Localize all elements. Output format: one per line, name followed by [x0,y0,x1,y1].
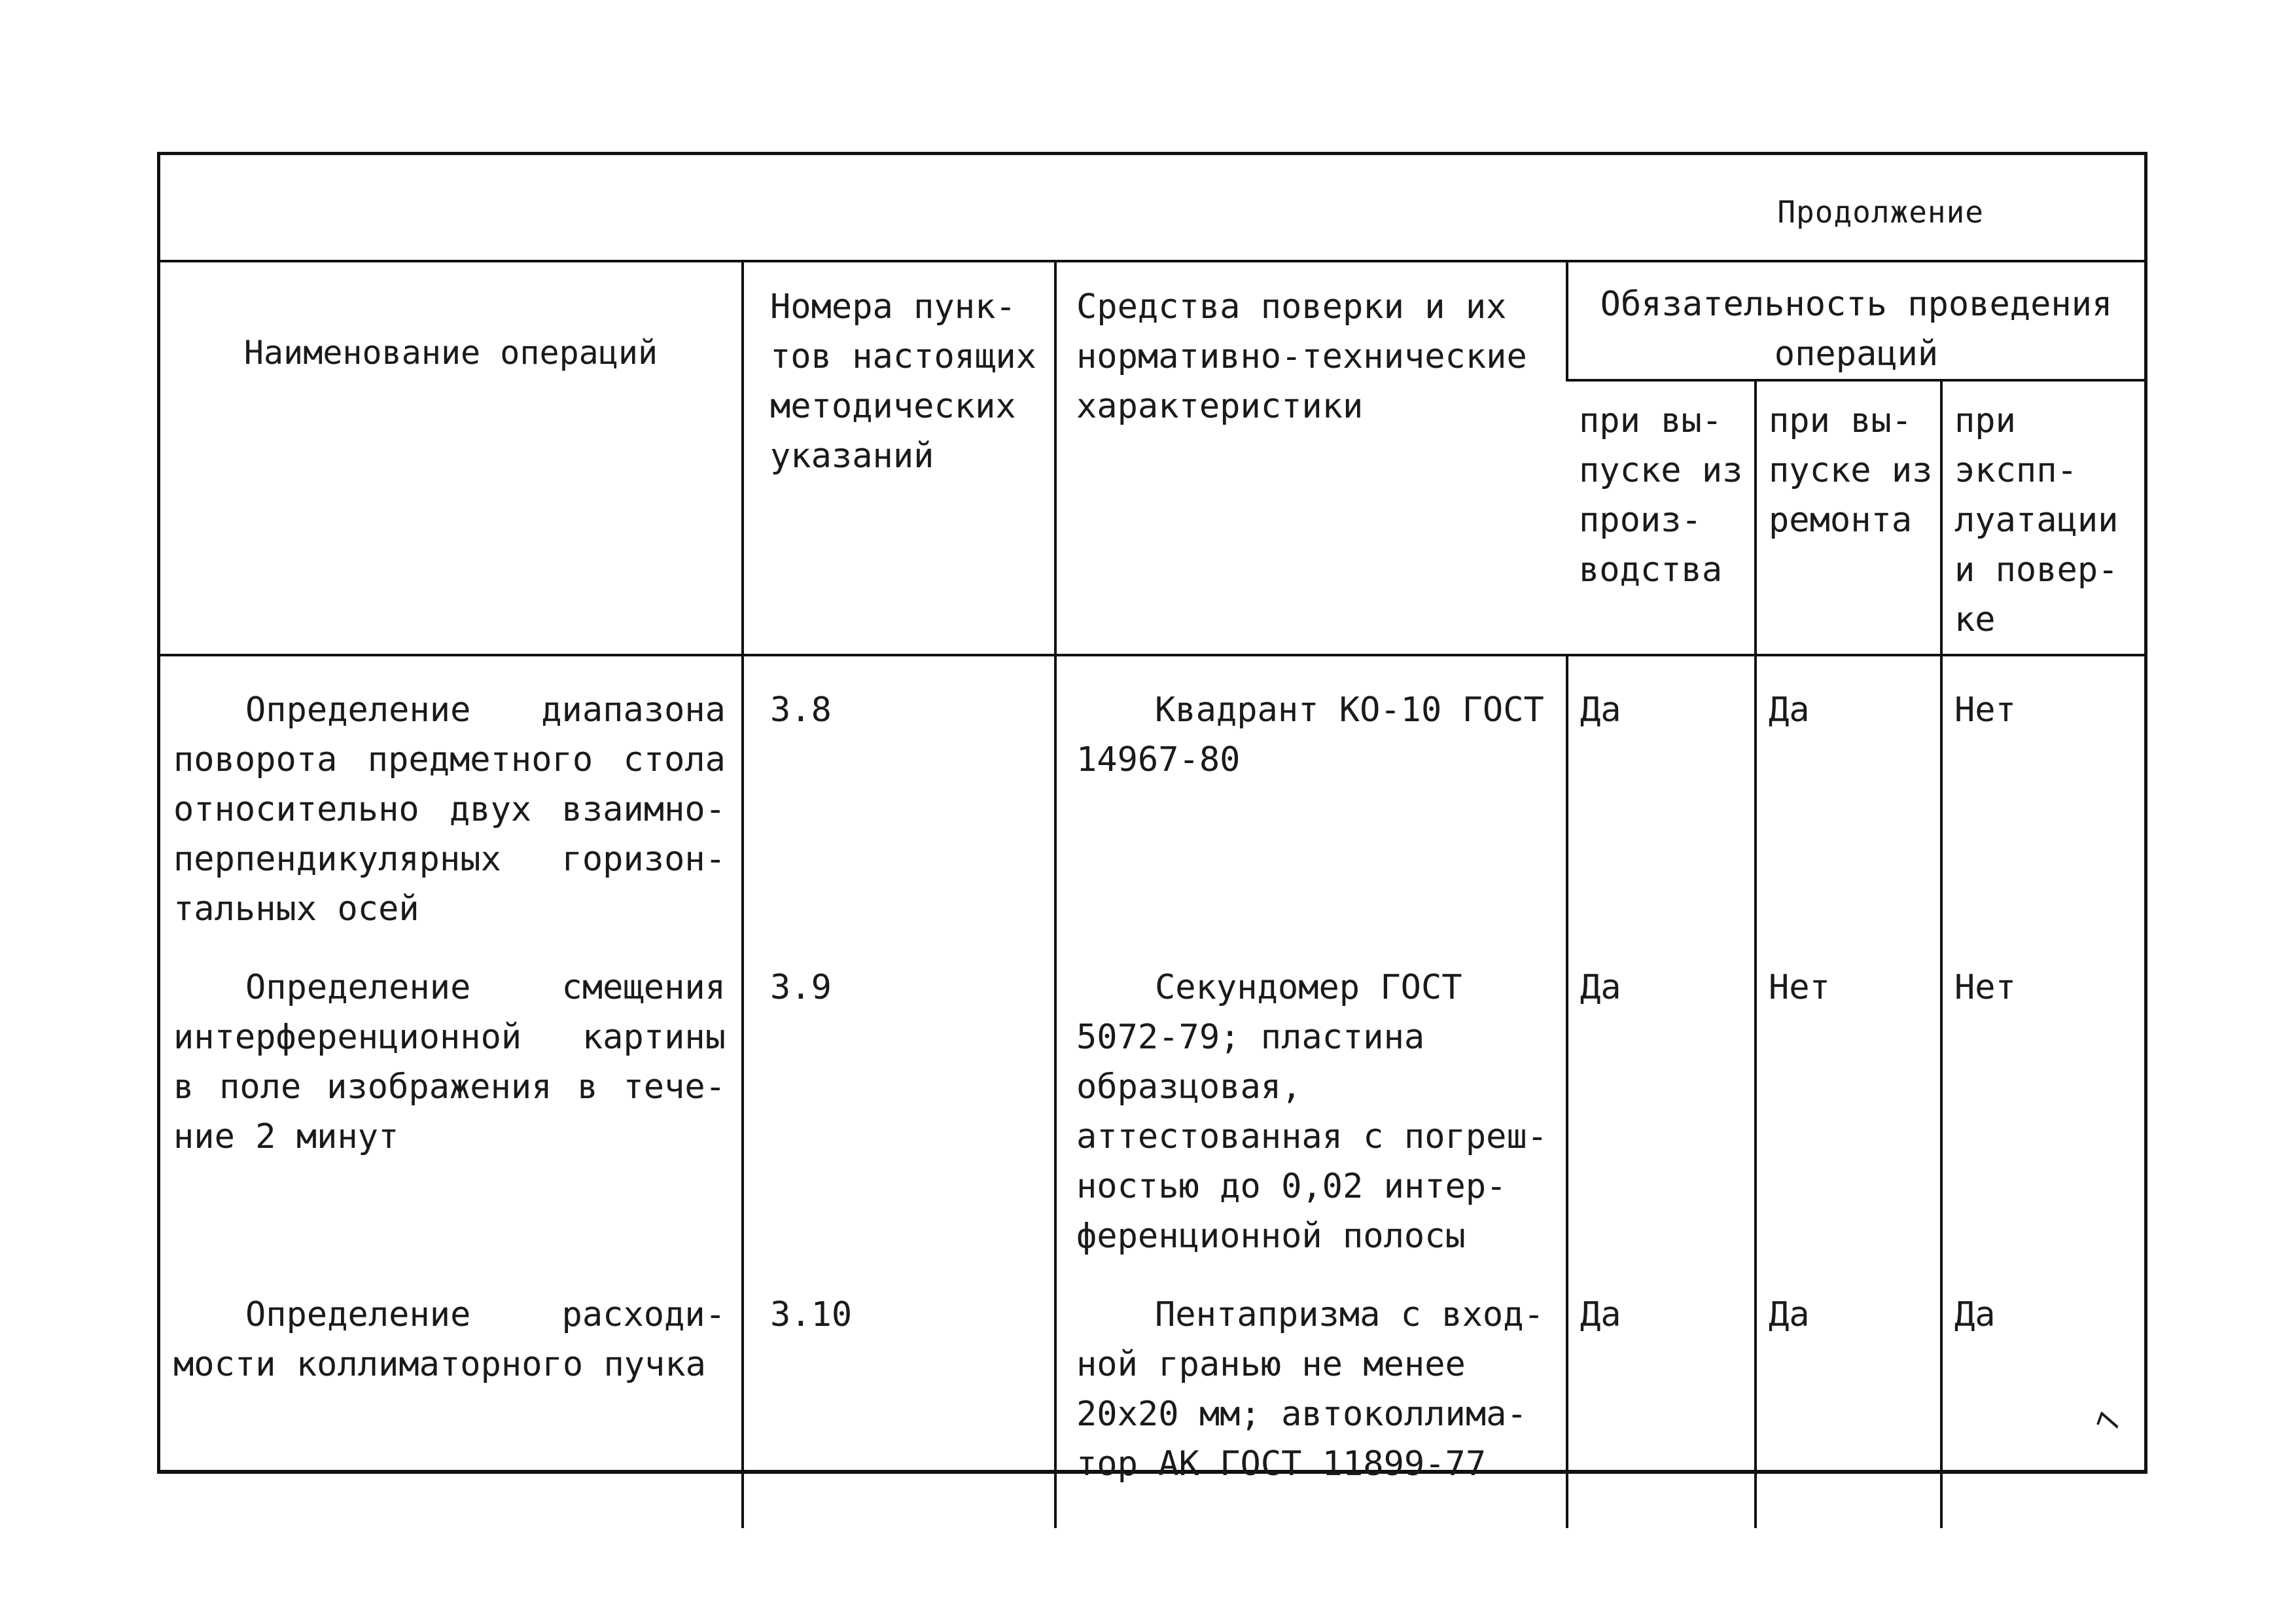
operation-check-cell: Нет [1941,655,2144,934]
means-cell: Секундомер ГОСТ 5072-79; пластина образцовая, аттестованная с погреш- ностью до 0,02 интер- ференционной полосы [1055,934,1567,1261]
production-cell: Да [1567,1261,1756,1528]
clause-cell: 3.9 [743,934,1055,1261]
table-row [160,655,2144,934]
page-number-mark: 7 [2091,1408,2128,1436]
production-cell: Да [1567,934,1756,1261]
means-cell: Квадрант КО-10 ГОСТ 14967-80 [1055,655,1567,934]
clause-cell: 3.10 [743,1261,1055,1528]
table-row [160,934,2144,1261]
production-cell: Да [1567,655,1756,934]
document-table-frame [157,152,2147,1484]
header-operation-and-check: при экспп- луатации и повер- ке [1941,380,2144,655]
repair-cell: Да [1756,655,1941,934]
header-release-from-repair: при вы- пуске из ремонта [1756,380,1941,655]
repair-cell: Нет [1756,934,1941,1261]
header-obligation: Обязательность проведения операций [1567,261,2144,380]
header-release-from-production: при вы- пуске из произ- водства [1567,380,1756,655]
continuation-label: Продолжение [1777,194,1984,230]
table-row [160,1261,2144,1528]
header-verification-means: Средства поверки и их нормативно-технические характеристики [1055,261,1567,655]
operations-table [160,260,2144,1528]
means-cell: Пентапризма с вход- ной гранью не менее 20x20 мм; автоколлима- тор АК ГОСТ 11899-77 [1055,1261,1567,1528]
operation-cell: Определение диапазона поворота предметного стола относительно двух взаимно- перпендикулярных горизон- тальных осей [173,690,726,929]
operation-check-cell: Нет [1941,934,2144,1261]
repair-cell: Да [1756,1261,1941,1528]
header-clause-numbers: Номера пунк- тов настоящих методических указаний [743,261,1055,655]
clause-cell: 3.8 [743,655,1055,934]
header-operation-name: Наименование операций [160,261,743,655]
operation-cell: Определение смещения интерференционной картины в поле изображения в тече- ние 2 минут [173,968,726,1156]
operation-cell: Определение расходи- мости коллиматорного пучка [173,1295,726,1384]
operation-check-cell: Да [1941,1261,2144,1528]
